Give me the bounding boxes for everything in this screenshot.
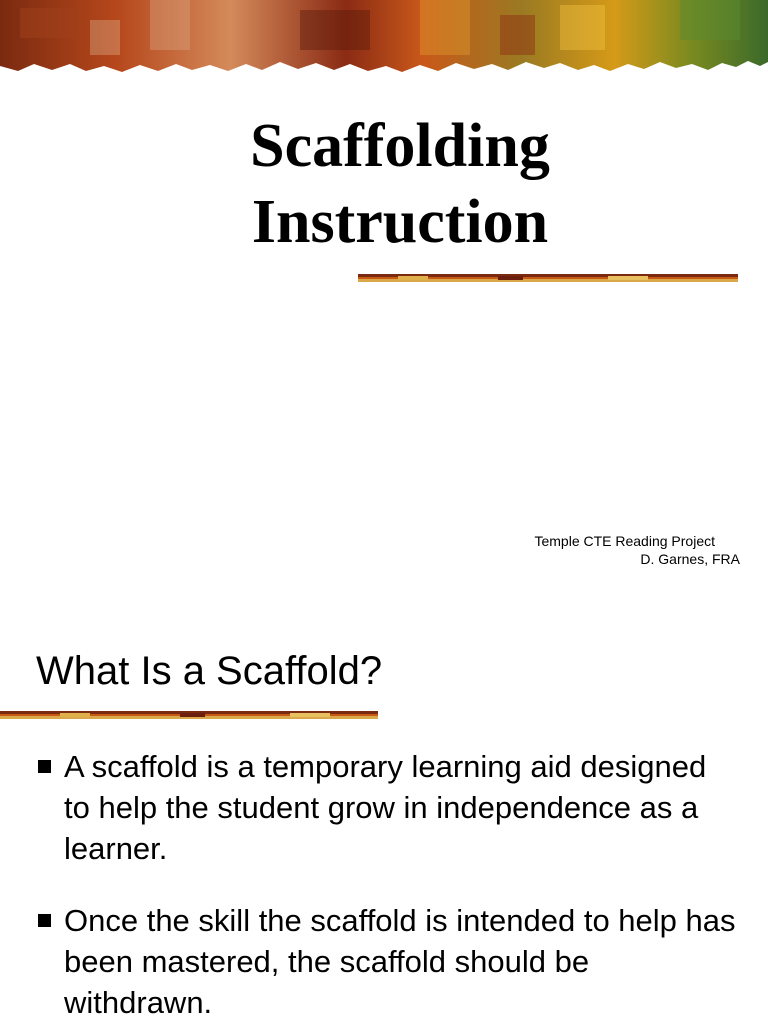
content-slide <box>0 600 768 1024</box>
title-divider <box>358 274 738 282</box>
title-line-1: Scaffolding <box>250 112 550 180</box>
list-item <box>36 746 736 869</box>
square-bullet-icon <box>38 760 51 773</box>
title-line-2: Instruction <box>251 188 549 256</box>
slide-heading: What Is a Scaffold? <box>36 649 383 693</box>
square-bullet-icon <box>38 914 51 927</box>
credit-author: D. Garnes, FRA <box>640 551 740 567</box>
list-item <box>36 900 736 1023</box>
heading-divider <box>0 711 378 719</box>
credit-project: Temple CTE Reading Project <box>534 533 715 549</box>
bullet-text: Once the skill the scaffold is intended to help has been mastered, the scaffold should be withdrawn. <box>64 903 736 1020</box>
decorative-banner <box>0 0 768 80</box>
bullet-list <box>36 746 736 1024</box>
slide-title <box>150 108 650 260</box>
credits <box>534 532 740 568</box>
bullet-text: A scaffold is a temporary learning aid designed to help the student grow in independence as a learner. <box>64 749 707 866</box>
